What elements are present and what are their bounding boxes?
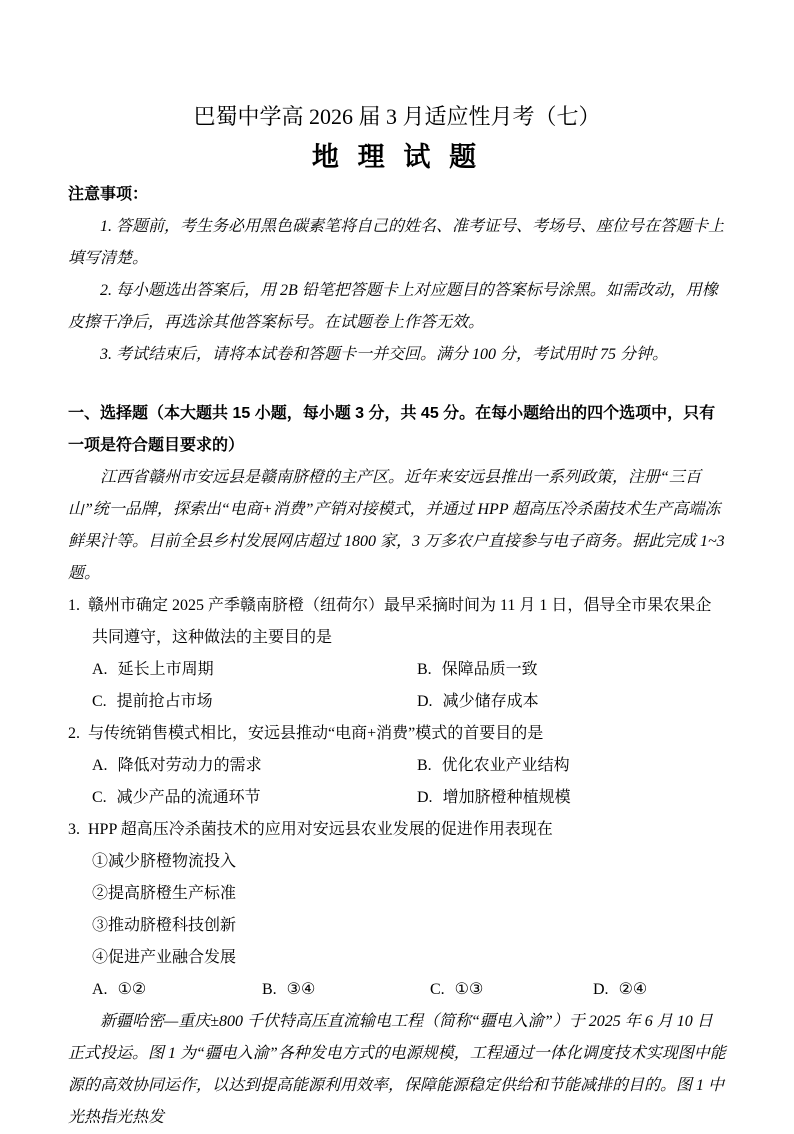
question-3-stem <box>68 814 726 846</box>
option-label: D. <box>417 693 433 710</box>
option-label: D. <box>417 789 433 806</box>
question-3-options <box>68 974 726 1006</box>
question-2-option-d <box>417 782 726 814</box>
option-text: ①② <box>117 981 147 998</box>
question-2-options <box>68 750 726 814</box>
section-heading: 一、选择题（本大题共 15 小题，每小题 3 分，共 45 分。在每小题给出的四个选项中，只有一项是符合题目要求的） <box>68 405 716 454</box>
notice-item-2: 2. 每小题选出答案后，用 2B 铅笔把答题卡上对应题目的答案标号涂黑。如需改动，用橡皮擦干净后，再选涂其他答案标号。在试题卷上作答无效。 <box>68 282 718 331</box>
question-2 <box>68 718 726 814</box>
question-3-option-a <box>92 974 262 1006</box>
question-1-text: 赣州市确定 2025 产季赣南脐橙（纽荷尔）最早采摘时间为 11 月 1 日，倡导全市果农果企共同遵守，这种做法的主要目的是 <box>88 597 712 646</box>
question-2-number: 2. <box>68 725 80 742</box>
notice-section <box>68 178 726 371</box>
question-1-option-c <box>92 686 417 718</box>
question-1-stem <box>68 590 726 654</box>
exam-title: 巴蜀中学高 2026 届 3 月适应性月考（七） <box>193 104 601 129</box>
option-label: B. <box>262 981 277 998</box>
question-3-option-b <box>262 974 430 1006</box>
option-text: 优化农业产业结构 <box>441 757 570 774</box>
question-3 <box>68 814 726 1006</box>
exam-subtitle: 地 理 试 题 <box>311 142 483 172</box>
question-3-number: 3. <box>68 821 80 838</box>
option-text: 提前抢占市场 <box>116 693 213 710</box>
question-3-option-d <box>593 974 726 1006</box>
question-1-options <box>68 654 726 718</box>
question-1-option-a <box>92 654 417 686</box>
question-1-option-d <box>417 686 726 718</box>
option-text: 保障品质一致 <box>441 661 538 678</box>
option-text: 减少产品的流通环节 <box>116 789 261 806</box>
option-label: A. <box>92 757 108 774</box>
option-label: C. <box>92 789 107 806</box>
option-label: A. <box>92 661 108 678</box>
question-3-text: HPP 超高压冷杀菌技术的应用对安远县农业发展的促进作用表现在 <box>88 821 553 838</box>
question-1 <box>68 590 726 718</box>
question-3-statement-3: ③推动脐橙科技创新 <box>92 917 237 934</box>
passage-2: 新疆哈密—重庆±800 千伏特高压直流输电工程（简称“疆电入渝”）于 2025 年 6 月 10 日正式投运。图 1 为“疆电入渝”各种发电方式的电源规模，工程通过一体化调度技术实现图中能源的高效协同运作，以达到提高能源利用效率，保障能源稳定供给和节能减排的目的。图 1 中光热指光热发 <box>68 1013 726 1126</box>
option-text: ①③ <box>454 981 484 998</box>
passage-1: 江西省赣州市安远县是赣南脐橙的主产区。近年来安远县推出一系列政策，注册“三百山”统一品牌，探索出“电商+消费”产销对接模式，并通过 HPP 超高压冷杀菌技术生产高端冻鲜果汁等。目前全县乡村发展网店超过 1800 家，3 万多农户直接参与电子商务。据此完成 1~3 题。 <box>68 469 725 582</box>
question-2-option-c <box>92 782 417 814</box>
question-2-stem <box>68 718 726 750</box>
question-3-option-c <box>430 974 593 1006</box>
option-label: B. <box>417 661 432 678</box>
question-1-number: 1. <box>68 597 80 614</box>
option-label: D. <box>593 981 609 998</box>
option-text: ②④ <box>618 981 648 998</box>
question-3-statement-4: ④促进产业融合发展 <box>92 949 237 966</box>
option-label: A. <box>92 981 108 998</box>
option-text: ③④ <box>286 981 316 998</box>
option-text: 减少储存成本 <box>442 693 539 710</box>
question-1-option-b <box>417 654 726 686</box>
question-3-statement-2: ②提高脐橙生产标准 <box>92 885 237 902</box>
notice-heading: 注意事项： <box>68 186 149 203</box>
option-text: 延长上市周期 <box>117 661 214 678</box>
question-2-option-b <box>417 750 726 782</box>
notice-item-3: 3. 考试结束后，请将本试卷和答题卡一并交回。满分 100 分，考试用时 75 分钟。 <box>100 346 669 363</box>
option-label: B. <box>417 757 432 774</box>
option-text: 降低对劳动力的需求 <box>117 757 262 774</box>
option-label: C. <box>92 693 107 710</box>
notice-item-1: 1. 答题前，考生务必用黑色碳素笔将自己的姓名、准考证号、考场号、座位号在答题卡上填写清楚。 <box>68 218 725 267</box>
option-text: 增加脐橙种植规模 <box>442 789 571 806</box>
question-2-text: 与传统销售模式相比，安远县推动“电商+消费”模式的首要目的是 <box>88 725 544 742</box>
option-label: C. <box>430 981 445 998</box>
question-2-option-a <box>92 750 417 782</box>
question-3-statement-1: ①减少脐橙物流投入 <box>92 853 237 870</box>
